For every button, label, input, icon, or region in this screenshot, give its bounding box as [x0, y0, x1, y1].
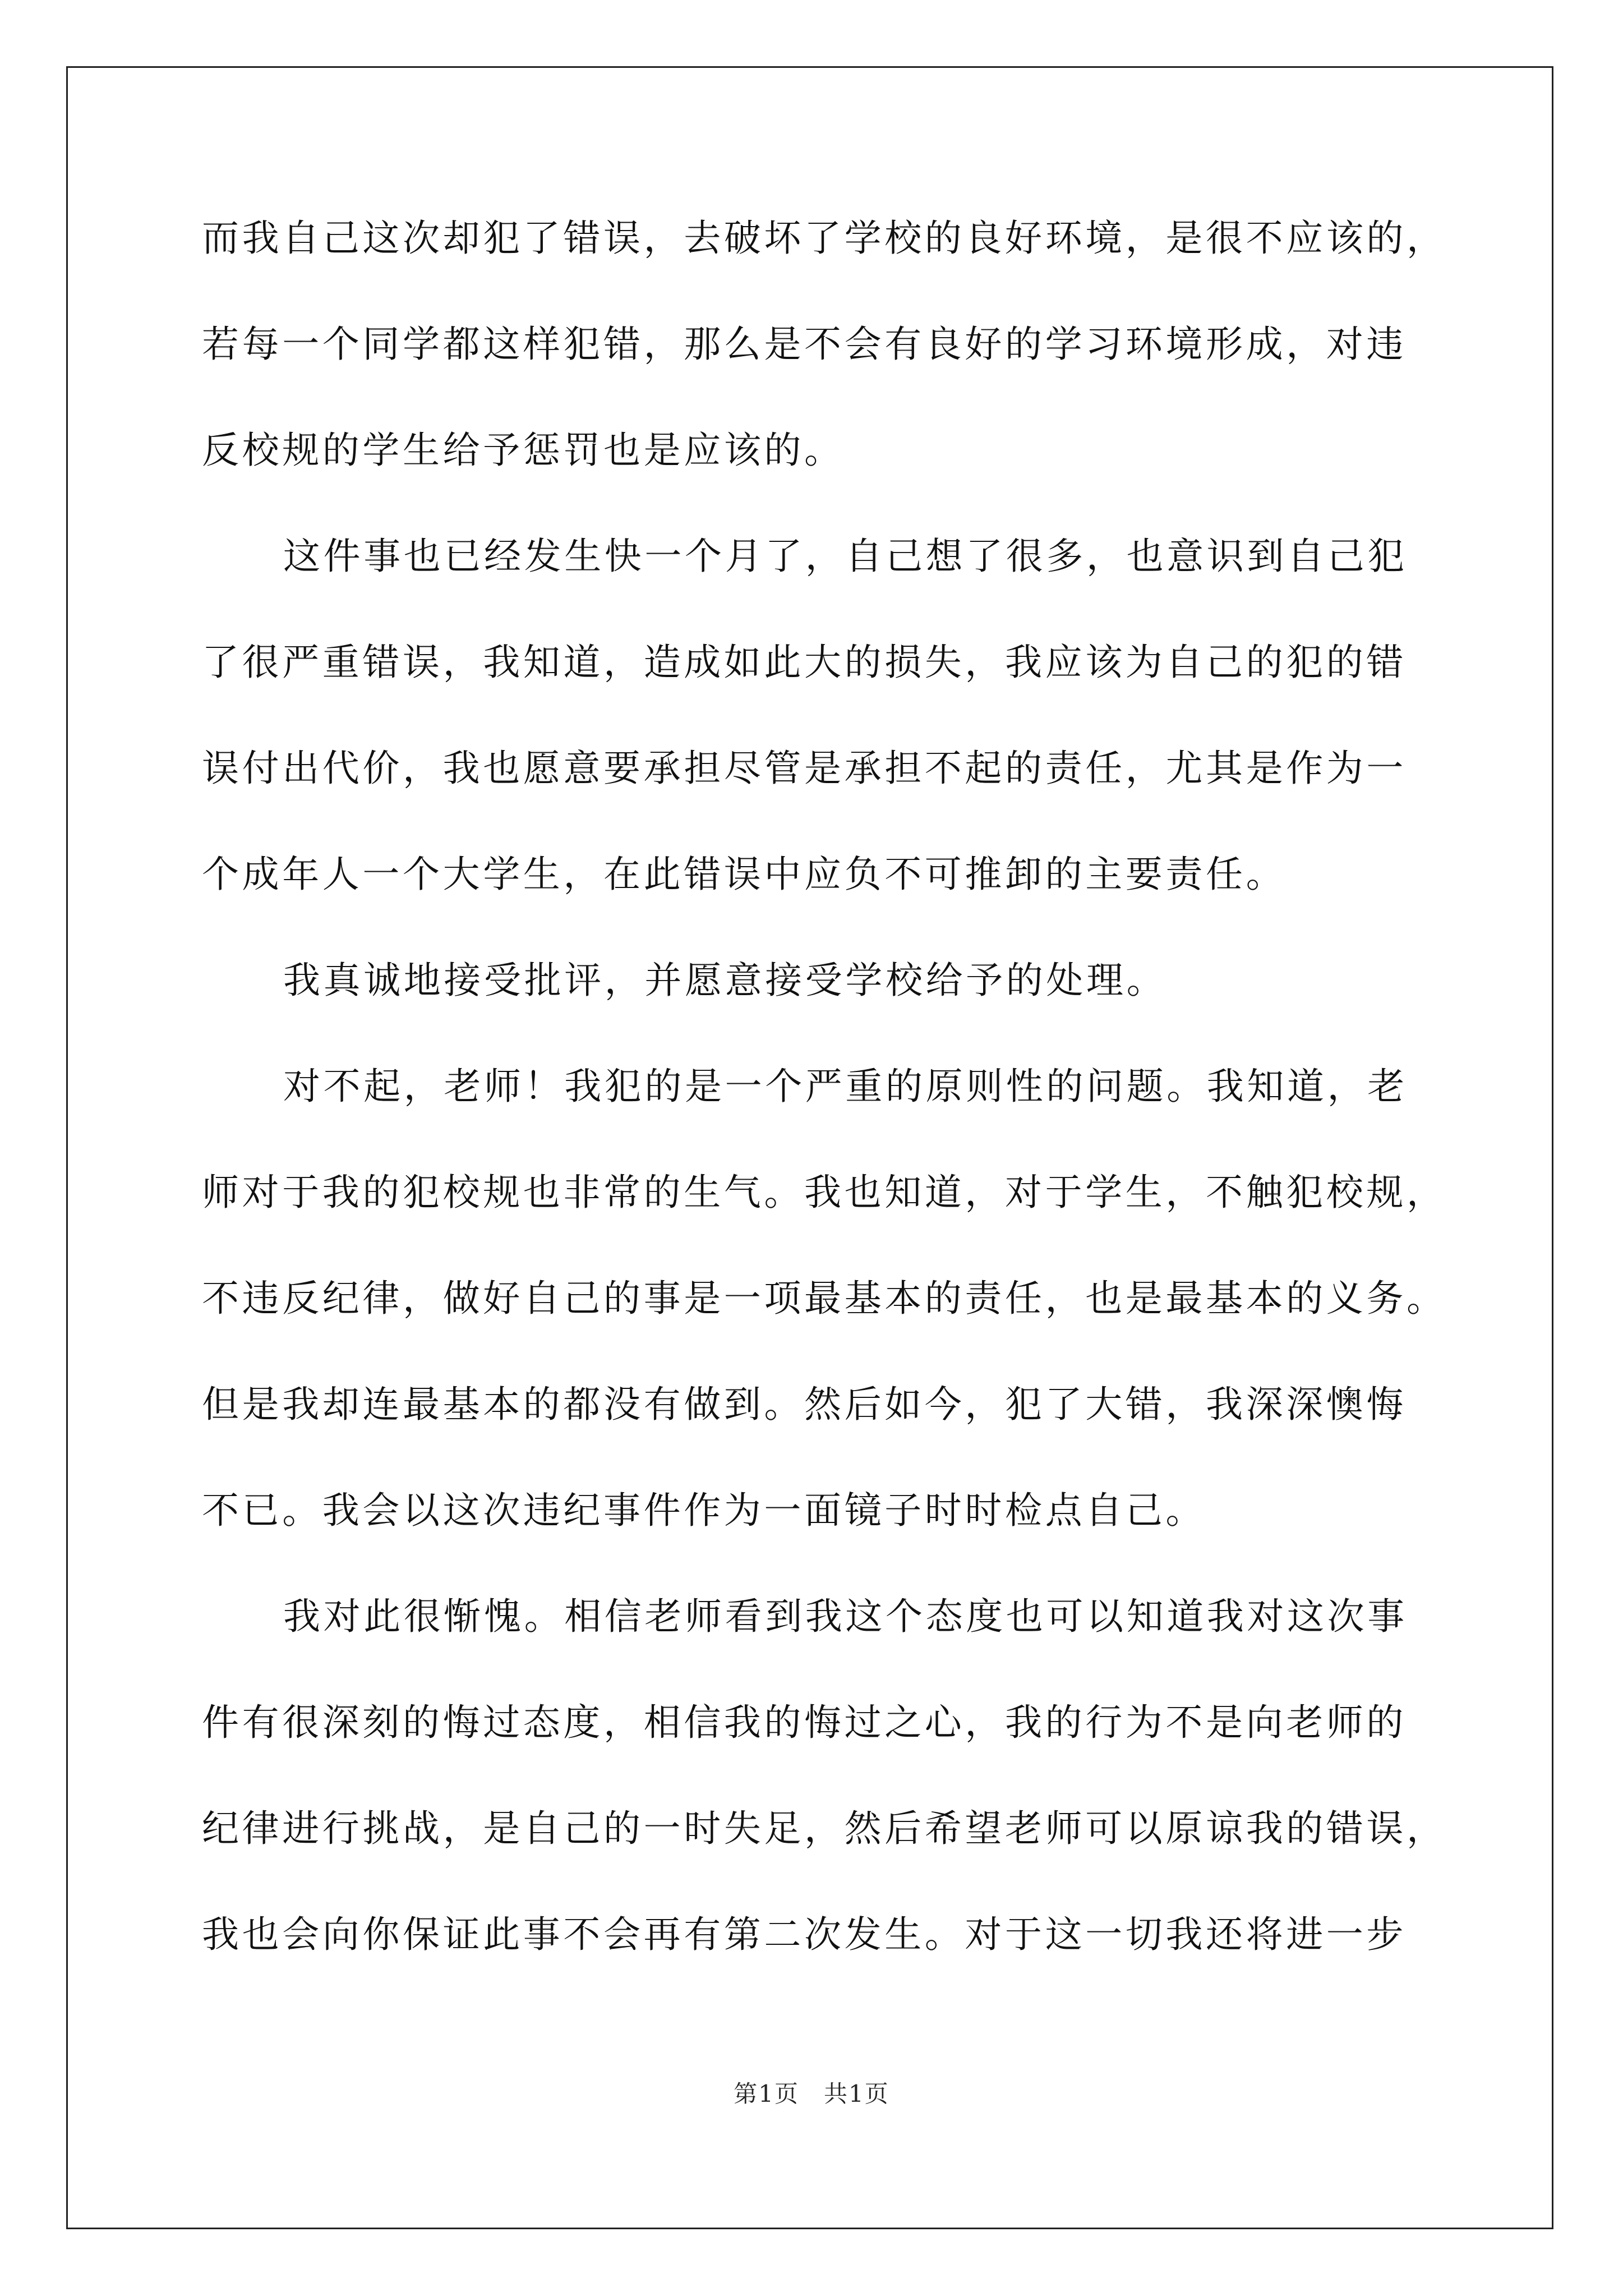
page-number-footer: 第1页 共1页: [734, 2080, 889, 2108]
text-line: 误付出代价，我也愿意要承担尽管是承担不起的责任，尤其是作为一: [202, 747, 1407, 790]
text-line: 个成年人一个大学生，在此错误中应负不可推卸的主要责任。: [202, 853, 1287, 896]
text-line: 不已。我会以这次违纪事件作为一面镜子时时检点自己。: [202, 1489, 1206, 1532]
text-line: 若每一个同学都这样犯错，那么是不会有良好的学习环境形成，对违: [202, 323, 1407, 366]
text-line: 但是我却连最基本的都没有做到。然后如今，犯了大错，我深深懊悔: [202, 1383, 1407, 1426]
text-line: 不违反纪律，做好自己的事是一项最基本的责任，也是最基本的义务。: [202, 1277, 1447, 1320]
text-line: 我真诚地接受批评，并愿意接受学校给予的处理。: [283, 959, 1167, 1002]
text-line: 反校规的学生给予惩罚也是应该的。: [202, 429, 845, 472]
text-line: 而我自己这次却犯了错误，去破坏了学校的良好环境，是很不应该的，: [202, 217, 1447, 260]
text-line: 这件事也已经发生快一个月了，自己想了很多，也意识到自己犯: [283, 535, 1408, 578]
text-line: 我也会向你保证此事不会再有第二次发生。对于这一切我还将进一步: [202, 1913, 1407, 1956]
text-line: 纪律进行挑战，是自己的一时失足，然后希望老师可以原谅我的错误，: [202, 1807, 1447, 1850]
document-body: [202, 185, 1464, 1987]
text-line: 我对此很惭愧。相信老师看到我这个态度也可以知道我对这次事: [283, 1595, 1408, 1638]
text-line: 师对于我的犯校规也非常的生气。我也知道，对于学生，不触犯校规，: [202, 1171, 1447, 1214]
text-line: 了很严重错误，我知道，造成如此大的损失，我应该为自己的犯的错: [202, 641, 1407, 684]
text-line: 件有很深刻的悔过态度，相信我的悔过之心，我的行为不是向老师的: [202, 1701, 1407, 1744]
text-line: 对不起，老师！我犯的是一个严重的原则性的问题。我知道，老: [283, 1065, 1408, 1108]
